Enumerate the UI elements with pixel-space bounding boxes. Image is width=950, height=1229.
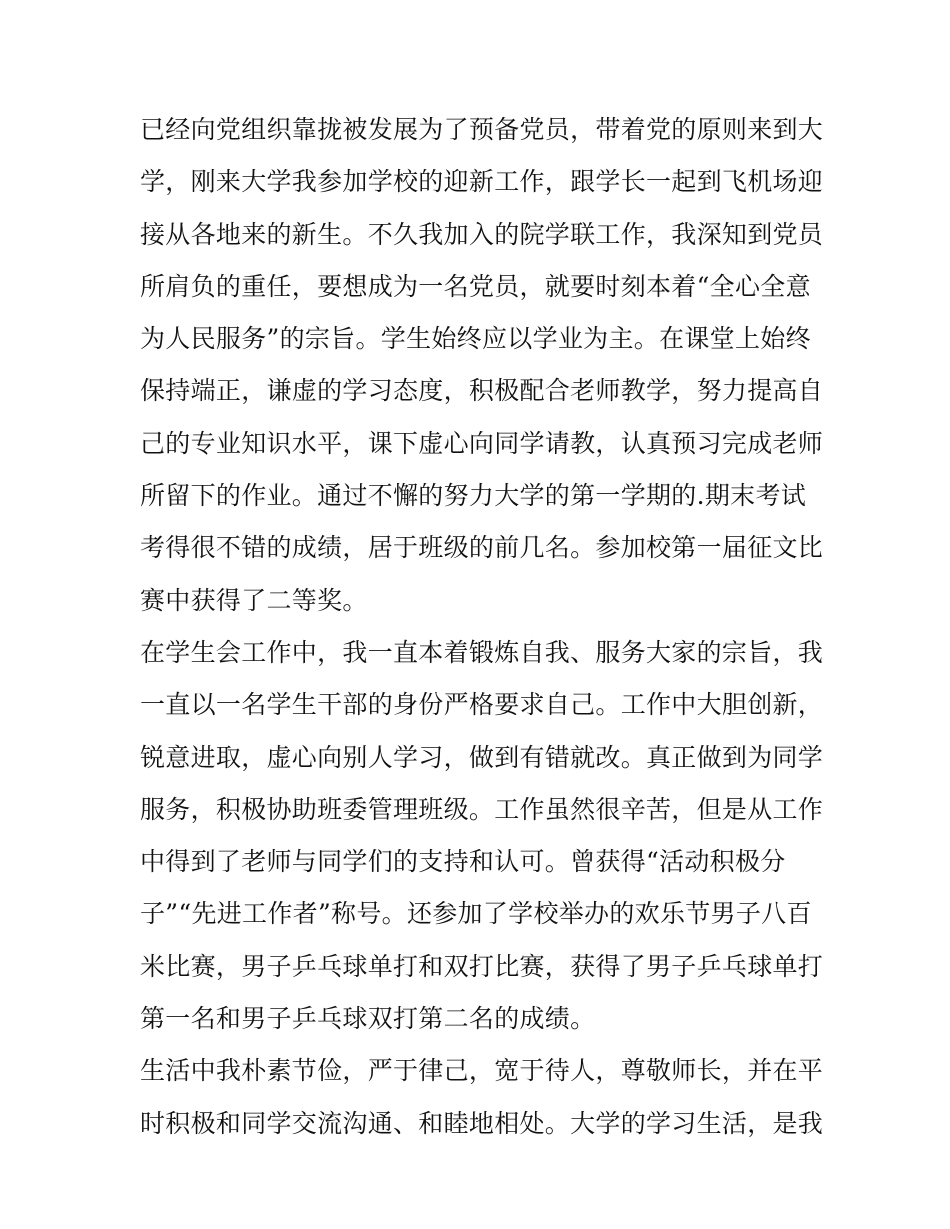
text-line: 接从各地来的新生。不久我加入的院学联工作，我深知到党员: [140, 219, 824, 249]
text-line: 为人民服务”的宗旨。学生始终应以学业为主。在课堂上始终: [140, 324, 811, 354]
text-line: 赛中获得了二等奖。: [140, 585, 368, 615]
text-line: 保持端正，谦虚的学习态度，积极配合老师教学，努力提高自: [140, 376, 824, 406]
text-line: 锐意进取，虚心向别人学习，做到有错就改。真正做到为同学: [140, 742, 824, 772]
text-line: 子”“先进工作者”称号。还参加了学校举办的欢乐节男子八百: [140, 899, 812, 929]
text-line: 生活中我朴素节俭，严于律己，宽于待人，尊敬师长，并在平: [140, 1056, 824, 1086]
text-line: 服务，积极协助班委管理班级。工作虽然很辛苦，但是从工作: [140, 794, 824, 824]
text-line: 在学生会工作中，我一直本着锻炼自我、服务大家的宗旨，我: [140, 637, 824, 667]
text-line: 米比赛，男子乒乓球单打和双打比赛，获得了男子乒乓球单打: [140, 951, 824, 981]
text-line: 时积极和同学交流沟通、和睦地相处。大学的学习生活，是我: [140, 1108, 824, 1138]
text-line: 所肩负的重任，要想成为一名党员，就要时刻本着“全心全意: [140, 271, 811, 301]
text-line: 第一名和男子乒乓球双打第二名的成绩。: [140, 1004, 596, 1034]
text-line: 学，刚来大学我参加学校的迎新工作，跟学长一起到飞机场迎: [140, 167, 824, 197]
text-line: 所留下的作业。通过不懈的努力大学的第一学期的.期末考试: [140, 481, 807, 511]
text-line: 已经向党组织靠拢被发展为了预备党员，带着党的原则来到大: [140, 115, 824, 144]
document-body: [140, 104, 824, 1150]
text-line: 考得很不错的成绩，居于班级的前几名。参加校第一届征文比: [140, 533, 824, 563]
text-line: 中得到了老师与同学们的支持和认可。曾获得“活动积极分: [140, 847, 786, 877]
text-line: 己的专业知识水平，课下虚心向同学请教，认真预习完成老师: [140, 428, 824, 458]
text-line: 一直以一名学生干部的身份严格要求自己。工作中大胆创新，: [140, 690, 824, 720]
